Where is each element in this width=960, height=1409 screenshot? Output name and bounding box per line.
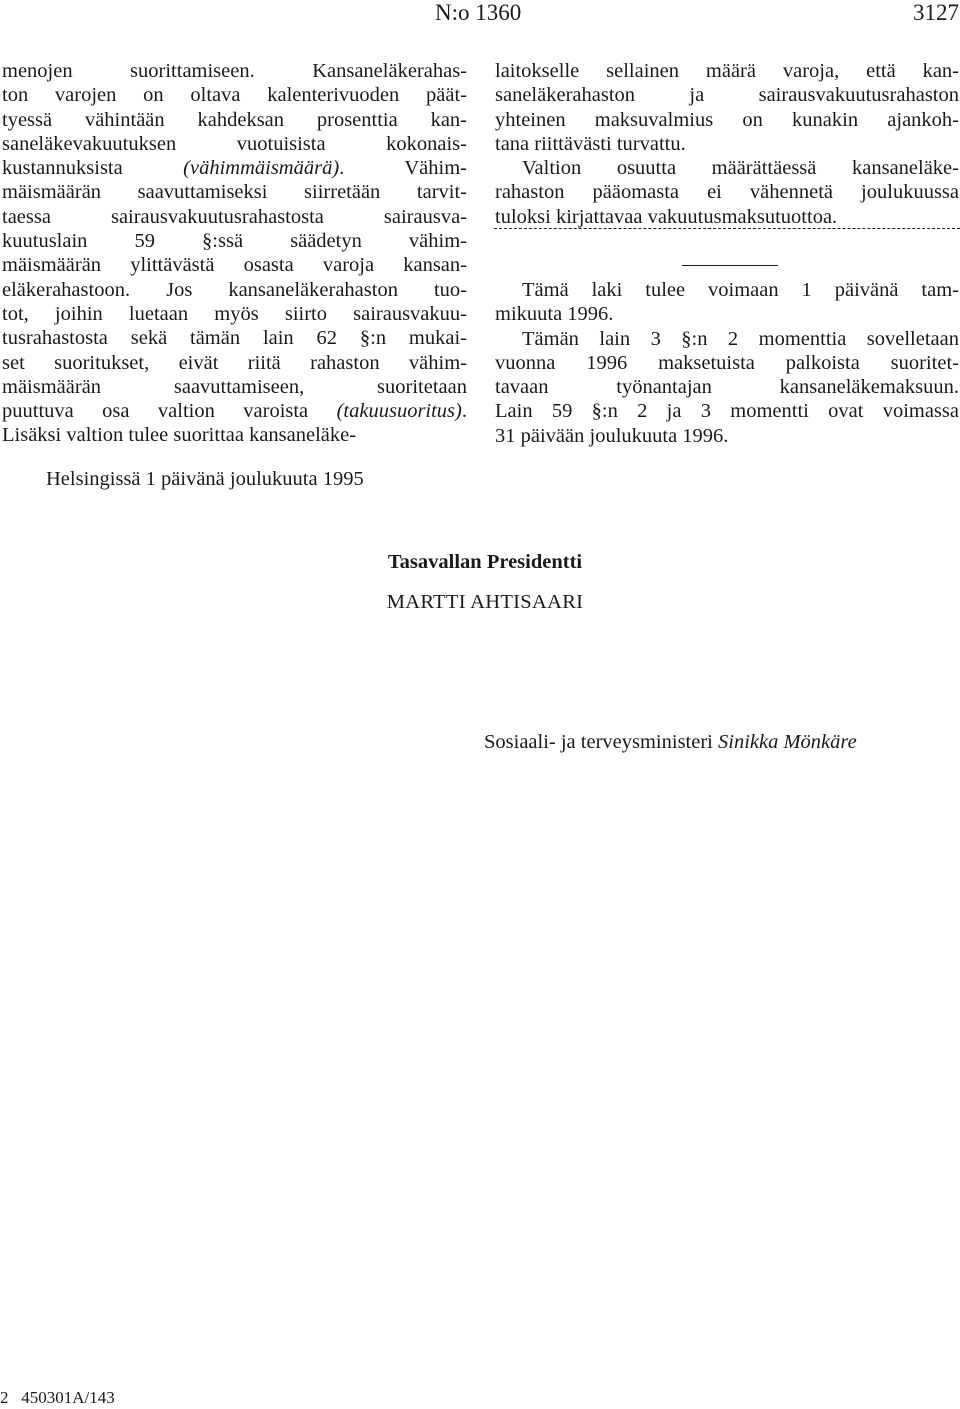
president-title: Tasavallan Presidentti (387, 551, 583, 573)
text-line: tusrahastosta sekä tämän lain 62 §:n mukai- (2, 327, 467, 350)
section-rule (682, 265, 778, 266)
text-line: saneläkevakuutuksen vuotuisista kokonais- (2, 132, 467, 155)
president-name: MARTTI AHTISAARI (386, 591, 584, 613)
text-line: tana riittävästi turvattu. (495, 132, 686, 155)
omission-dash-line (494, 228, 960, 243)
text-line: ton varojen on oltava kalenterivuoden päät- (2, 84, 467, 107)
text-line: Lisäksi valtion tulee suorittaa kansaneläke- (2, 424, 357, 447)
minister-role: Sosiaali- ja terveysministeri (484, 731, 713, 753)
minister-signature (484, 731, 857, 754)
text-line: tuloksi kirjattavaa vakuutusmaksutuottoa. (495, 205, 838, 228)
text-line: mikuuta 1996. (495, 303, 614, 326)
left-column (2, 59, 467, 448)
place-date: Helsingissä 1 päivänä joulukuuta 1995 (46, 468, 364, 490)
text-line: kuutuslain 59 §:ssä säädetyn vähim- (2, 230, 467, 253)
text-line: taessa sairausvakuutusrahastosta sairausva- (2, 205, 467, 228)
print-code: 2 450301A/143 (0, 1388, 115, 1407)
emphasis-text: (takuusuoritus) (336, 400, 462, 423)
text-line: menojen suorittamiseen. Kansaneläkerahas- (2, 60, 467, 82)
text-line: mäismäärän ylittävästä osasta varoja kansan- (2, 254, 467, 277)
right-column-bottom (495, 278, 959, 448)
text-line: vuonna 1996 maksetuista palkoista suoritet- (495, 351, 959, 374)
emphasis-text: (vähimmäismäärä) (183, 157, 340, 180)
text-line: kustannuksista (vähimmäismäärä). Vähim- (2, 157, 467, 180)
text-line: Valtion osuutta määrättäessä kansaneläke- (522, 157, 959, 180)
text-line: mäismäärän saavuttamiseen, suoritetaan (2, 375, 467, 398)
text-line: 31 päivään joulukuuta 1996. (495, 424, 729, 447)
text-line: Lain 59 §:n 2 ja 3 momentti ovat voimassa (495, 400, 959, 423)
text-line: set suoritukset, eivät riitä rahaston vähim- (2, 351, 467, 374)
text-line: tot, joihin luetaan myös siirto sairausvakuu- (2, 302, 467, 325)
right-column-top (495, 59, 959, 229)
text-line: Tämän lain 3 §:n 2 momenttia sovelletaan (522, 327, 959, 350)
text-line: yhteinen maksuvalmius on kunakin ajankoh- (495, 108, 959, 131)
text-line: Tämä laki tulee voimaan 1 päivänä tam- (522, 279, 959, 301)
page-number: 3127 (913, 0, 959, 25)
text-line: tavaan työnantajan kansaneläkemaksuun. (495, 376, 959, 399)
minister-name: Sinikka Mönkäre (718, 731, 857, 753)
issue-number: N:o 1360 (435, 0, 522, 25)
text-line: rahaston pääomasta ei vähennetä joulukuussa (495, 181, 959, 204)
text-line: puuttuva osa valtion varoista (takuusuoritus). (2, 400, 467, 423)
text-line: tyessä vähintään kahdeksan prosenttia kan- (2, 108, 467, 131)
text-line: saneläkerahaston ja sairausvakuutusrahaston (495, 84, 959, 107)
text-line: eläkerahastoon. Jos kansaneläkerahaston tuo- (2, 278, 467, 301)
text-line: laitokselle sellainen määrä varoja, että kan- (495, 60, 959, 82)
text-line: mäismäärän saavuttamiseksi siirretään tarvit- (2, 181, 467, 204)
